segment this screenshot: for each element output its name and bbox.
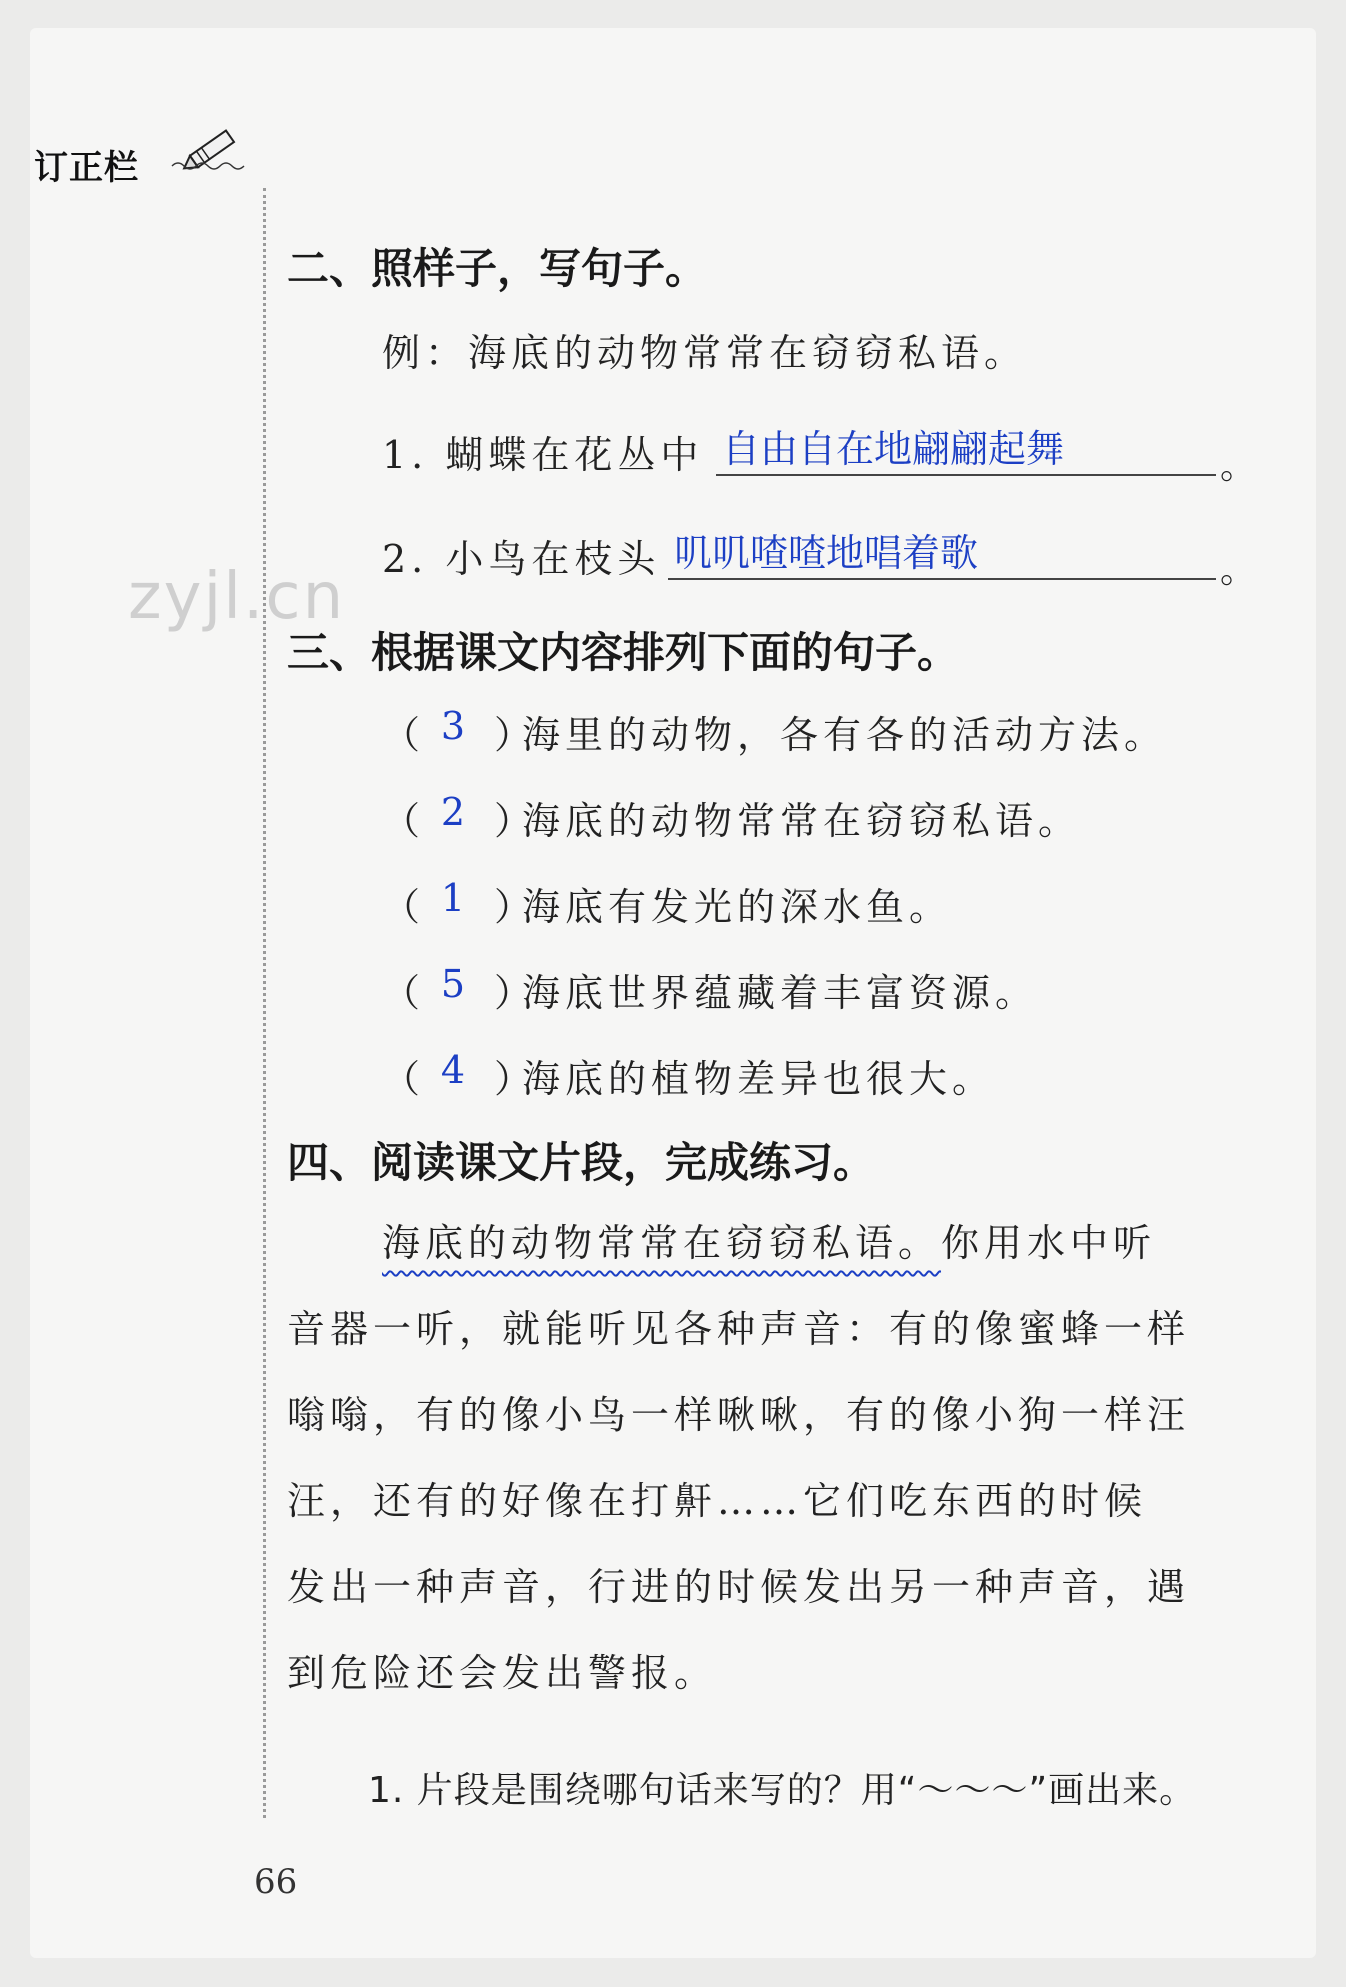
paren-open: （ xyxy=(382,713,421,757)
question-1: 1. 片段是围绕哪句话来写的？用“～～～”画出来。 xyxy=(368,1770,1197,1811)
item1-prompt: 1. 蝴蝶在花丛中 xyxy=(382,433,704,477)
wavy-underlined-sentence: 海底的动物常常在窃窃私语。 xyxy=(382,1221,942,1265)
margin-divider xyxy=(263,188,266,1818)
paragraph-line: 汪，还有的好像在打鼾……它们吃东西的时候 xyxy=(287,1479,1148,1523)
order-answer: 1 xyxy=(440,876,466,920)
paren-open: （ xyxy=(382,885,421,929)
section2-example: 例：海底的动物常常在窃窃私语。 xyxy=(382,331,1028,375)
order-sentence: 海底有发光的深水鱼。 xyxy=(522,885,953,929)
paren-close: ） xyxy=(494,1057,533,1101)
paren-open: （ xyxy=(382,971,421,1015)
item1-period: 。 xyxy=(1220,446,1257,487)
order-answer: 5 xyxy=(440,962,466,1006)
paragraph-line: 音器一听，就能听见各种声音：有的像蜜蜂一样 xyxy=(287,1307,1191,1351)
paragraph-line: 发出一种声音，行进的时候发出另一种声音，遇 xyxy=(287,1565,1191,1609)
order-answer: 2 xyxy=(440,790,466,834)
paren-open: （ xyxy=(382,799,421,843)
paren-close: ） xyxy=(494,799,533,843)
item2-period: 。 xyxy=(1220,550,1257,591)
paren-close: ） xyxy=(494,885,533,929)
paren-close: ） xyxy=(494,713,533,757)
item2-answer: 叽叽喳喳地唱着歌 xyxy=(674,531,979,575)
watermark: zyjl.cn xyxy=(128,560,346,634)
correction-column-label: 订正栏 xyxy=(34,148,139,188)
pencil-icon xyxy=(170,118,260,178)
paren-close: ） xyxy=(494,971,533,1015)
item2-blank-line xyxy=(668,578,1216,580)
section2-heading: 二、照样子，写句子。 xyxy=(287,244,708,293)
order-sentence: 海底的植物差异也很大。 xyxy=(522,1057,996,1101)
paragraph-line xyxy=(382,1212,1156,1267)
item2-prompt: 2. 小鸟在枝头 xyxy=(382,537,661,581)
order-answer: 3 xyxy=(440,704,466,748)
paragraph-line-rest: 你用水中听 xyxy=(941,1221,1157,1265)
section3-heading: 三、根据课文内容排列下面的句子。 xyxy=(287,628,960,677)
section4-heading: 四、阅读课文片段，完成练习。 xyxy=(287,1138,876,1187)
order-answer: 4 xyxy=(440,1048,466,1092)
paragraph-line: 到危险还会发出警报。 xyxy=(287,1651,718,1695)
order-sentence: 海里的动物，各有各的活动方法。 xyxy=(522,713,1168,757)
order-sentence: 海底世界蕴藏着丰富资源。 xyxy=(522,971,1039,1015)
item1-blank-line xyxy=(716,474,1216,476)
item1-answer: 自由自在地翩翩起舞 xyxy=(722,427,1065,471)
paren-open: （ xyxy=(382,1057,421,1101)
page-number: 66 xyxy=(254,1862,298,1902)
order-sentence: 海底的动物常常在窃窃私语。 xyxy=(522,799,1082,843)
paragraph-line: 嗡嗡，有的像小鸟一样啾啾，有的像小狗一样汪 xyxy=(287,1393,1191,1437)
